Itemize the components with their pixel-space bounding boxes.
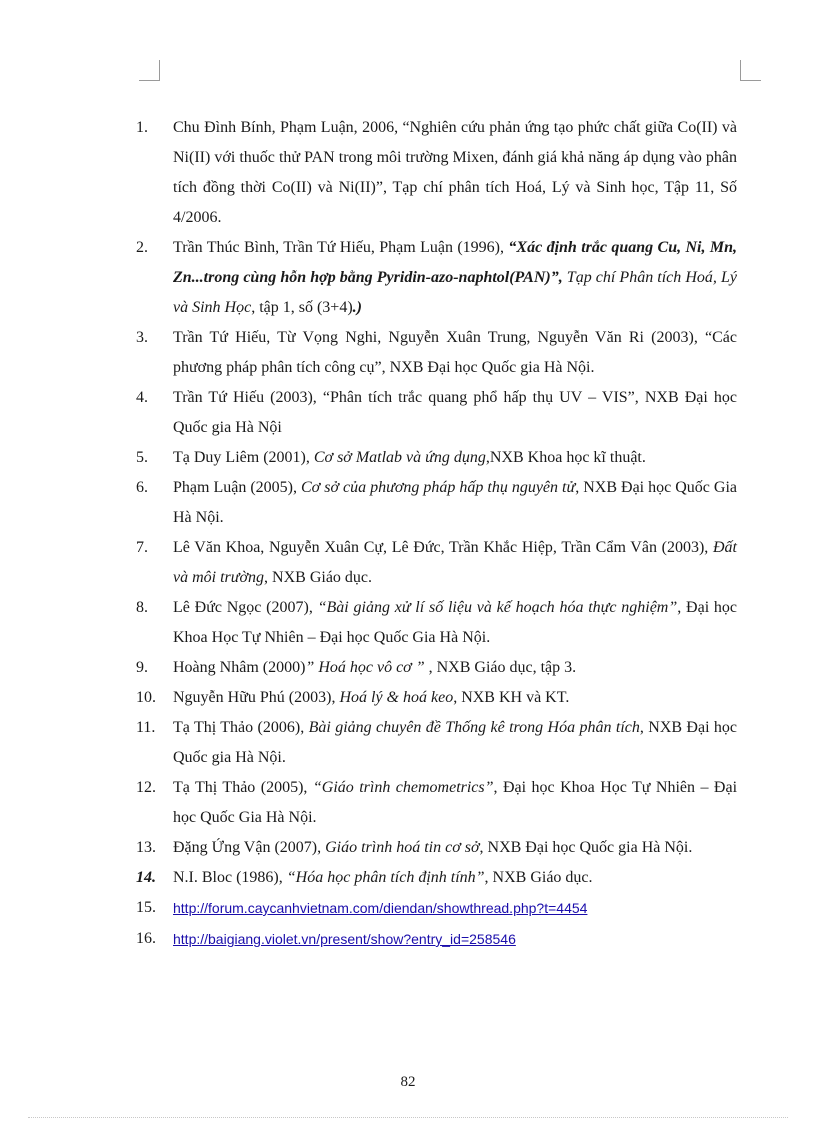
reference-text — [173, 924, 737, 955]
crop-mark-top-right — [740, 60, 761, 81]
reference-text — [173, 863, 737, 893]
reference-text-segment: N.I. Bloc (1986), — [173, 869, 287, 886]
reference-item — [0, 863, 816, 893]
reference-text-segment: , NXB KH và KT. — [453, 689, 570, 706]
reference-text-segment: Lê Văn Khoa, Nguyễn Xuân Cự, Lê Đức, Trần Khắc Hiệp, Trần Cẩm Vân (2003), — [173, 539, 713, 556]
reference-item — [0, 593, 816, 653]
reference-text — [173, 683, 737, 713]
reference-text-segment: Chu Đình Bính, Phạm Luận, 2006, “Nghiên cứu phản ứng tạo phức chất giữa Co(II) và Ni(II) với thuốc thử PAN trong môi trường Mixen, đánh giá khả năng áp dụng vào phân tích đồng thời Co(II) và Ni(II)”, Tạp chí phân tích Hoá, Lý và Sinh học, Tập 11, Số 4/2006. — [173, 119, 737, 226]
reference-text — [173, 773, 737, 833]
reference-item — [0, 233, 816, 323]
reference-text — [173, 833, 737, 863]
page-bottom-divider — [28, 1117, 788, 1118]
reference-text-segment: , NXB Đại học Quốc Gia Hà Nội. — [173, 479, 737, 526]
reference-text-segment: , NXB Giáo dục. — [264, 569, 373, 586]
reference-text — [173, 473, 737, 533]
reference-item — [0, 893, 816, 924]
reference-text-segment: , NXB Đại học Quốc gia Hà Nội. — [479, 839, 693, 856]
reference-text — [173, 653, 737, 683]
reference-title-segment: Bài giảng chuyên đề Thống kê trong Hóa phân tích — [308, 719, 640, 736]
reference-number: 4. — [136, 389, 148, 406]
reference-title-segment: “Xác định trắc quang Cu, Ni, Mn, Zn...trong cùng hỗn hợp bằng Pyridin-azo-naphtol(PAN)”, — [173, 239, 738, 286]
reference-number: 10. — [136, 689, 156, 706]
reference-item — [0, 323, 816, 383]
reference-item — [0, 924, 816, 955]
reference-title-segment: Tạp chí Phân tích Hoá, Lý và Sinh Học — [173, 269, 738, 316]
crop-mark-top-left — [139, 60, 160, 81]
reference-item — [0, 473, 816, 533]
reference-text-segment: , tập 1, số (3+4) — [251, 299, 353, 316]
reference-text-segment: Tạ Thị Thảo (2006), — [173, 719, 309, 736]
reference-text-segment: Lê Đức Ngọc (2007), — [173, 599, 318, 616]
reference-url-link[interactable]: http://baigiang.violet.vn/present/show?entry_id=258546 — [173, 931, 516, 947]
reference-url-link[interactable]: http://forum.caycanhvietnam.com/diendan/showthread.php?t=4454 — [173, 900, 588, 916]
reference-text — [173, 533, 737, 593]
reference-text — [173, 713, 737, 773]
reference-title-segment: “Hóa học phân tích định tính” — [286, 869, 485, 886]
reference-number: 16. — [136, 930, 156, 947]
reference-item — [0, 533, 816, 593]
reference-number: 7. — [136, 539, 148, 556]
reference-text-segment: , Đại học Khoa Học Tự Nhiên – Đại học Quốc Gia Hà Nội. — [173, 779, 738, 826]
reference-list — [0, 113, 816, 955]
reference-title-segment: .) — [352, 299, 362, 316]
reference-text-segment: Tạ Thị Thảo (2005), — [173, 779, 313, 796]
reference-title-segment: Hoá lý & hoá keo — [339, 689, 454, 706]
reference-text-segment: Trần Tứ Hiếu, Từ Vọng Nghi, Nguyễn Xuân Trung, Nguyễn Văn Ri (2003), “Các phương pháp phân tích công cụ”, NXB Đại học Quốc gia Hà Nội. — [173, 329, 737, 376]
reference-text-segment: Phạm Luận (2005), — [173, 479, 301, 496]
reference-text — [173, 593, 737, 653]
reference-title-segment: ” Hoá học vô cơ ” — [305, 659, 425, 676]
reference-text-segment: Nguyễn Hữu Phú (2003), — [173, 689, 340, 706]
reference-text-segment: ,NXB Khoa học kĩ thuật. — [485, 449, 646, 466]
reference-text-segment: , NXB Đại học Quốc gia Hà Nội. — [173, 719, 738, 766]
reference-number: 11. — [136, 719, 156, 736]
reference-number: 2. — [136, 239, 148, 256]
reference-number: 13. — [136, 839, 156, 856]
reference-text-segment: Trần Thúc Bình, Trần Tứ Hiếu, Phạm Luận (1996), — [173, 239, 509, 256]
reference-text-segment: Tạ Duy Liêm (2001), — [173, 449, 314, 466]
reference-title-segment: “Giáo trình chemometrics” — [312, 779, 494, 796]
reference-title-segment: Cơ sở của phương pháp hấp thụ nguyên tử — [301, 479, 576, 496]
reference-text — [173, 893, 737, 924]
reference-text — [173, 113, 737, 233]
reference-text-segment: , NXB Giáo dục. — [484, 869, 593, 886]
reference-text — [173, 383, 737, 443]
reference-text — [173, 443, 737, 473]
reference-number: 15. — [136, 899, 156, 916]
reference-text — [173, 233, 737, 323]
reference-text-segment: Đặng Ứng Vận (2007), — [173, 839, 326, 856]
reference-number: 9. — [136, 659, 148, 676]
reference-item — [0, 683, 816, 713]
reference-item — [0, 383, 816, 443]
reference-text — [173, 323, 737, 383]
page-number: 82 — [400, 1074, 416, 1090]
reference-number: 3. — [136, 329, 148, 346]
reference-text-segment: , NXB Giáo dục, tập 3. — [424, 659, 577, 676]
reference-number: 1. — [136, 119, 148, 136]
reference-text-segment: Hoàng Nhâm (2000) — [173, 659, 306, 676]
reference-number: 12. — [136, 779, 156, 796]
reference-text-segment: , Đại học Khoa Học Tự Nhiên – Đại học Quốc Gia Hà Nội. — [173, 599, 738, 646]
reference-item — [0, 113, 816, 233]
reference-item — [0, 653, 816, 683]
reference-item — [0, 443, 816, 473]
reference-item — [0, 833, 816, 863]
reference-number: 5. — [136, 449, 148, 466]
reference-number: 6. — [136, 479, 148, 496]
reference-title-segment: “Bài giảng xử lí số liệu và kế hoạch hóa thực nghiệm” — [317, 599, 678, 616]
reference-item — [0, 713, 816, 773]
reference-number: 8. — [136, 599, 148, 616]
reference-text-segment: Trần Tứ Hiếu (2003), “Phân tích trắc quang phổ hấp thụ UV – VIS”, NXB Đại học Quốc gia Hà Nội — [173, 389, 737, 436]
reference-title-segment: Giáo trình hoá tin cơ sở — [325, 839, 480, 856]
reference-title-segment: Cơ sở Matlab và ứng dụng — [313, 449, 486, 466]
reference-title-segment: Đất và môi trường — [173, 539, 737, 586]
reference-number: 14. — [136, 869, 156, 886]
reference-item — [0, 773, 816, 833]
